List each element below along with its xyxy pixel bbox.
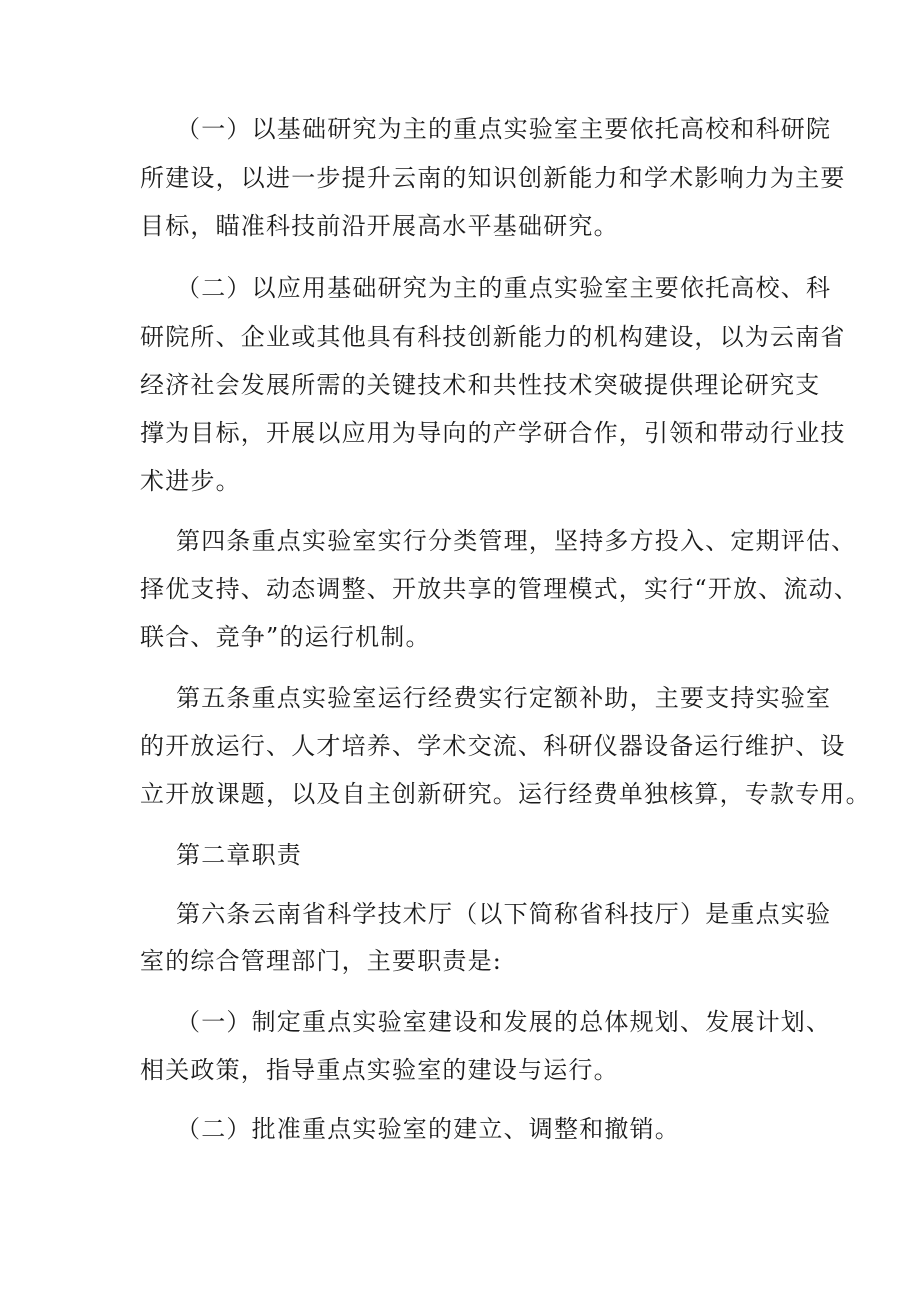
paragraph-2-line-3: 经济社会发展所需的关键技术和共性技术突破提供理论研究支: [140, 371, 821, 399]
paragraph-3-line-3: 联合、竞争”的运行机制。: [140, 623, 431, 651]
paragraph-6-line-1: 第六条云南省科学技术厅（以下简称省科技厅）是重点实验: [176, 900, 832, 928]
paragraph-4-line-2: 的开放运行、人才培养、学术交流、科研仪器设备运行维护、设: [140, 732, 846, 760]
paragraph-7-line-1: （一）制定重点实验室建设和发展的总体规划、发展计划、: [176, 1008, 832, 1036]
paragraph-2-line-2: 研院所、企业或其他具有科技创新能力的机构建设，以为云南省: [140, 323, 846, 351]
paragraph-2-line-4: 撑为目标，开展以应用为导向的产学研合作，引领和带动行业技: [140, 419, 846, 447]
paragraph-1-line-2: 所建设，以进一步提升云南的知识创新能力和学术影响力为主要: [140, 164, 846, 192]
chapter-heading: 第二章职责: [176, 841, 302, 869]
paragraph-2-line-5: 术进步。: [140, 467, 241, 495]
paragraph-1-line-3: 目标，瞄准科技前沿开展高水平基础研究。: [140, 212, 619, 240]
paragraph-7-line-2: 相关政策，指导重点实验室的建设与运行。: [140, 1056, 619, 1084]
paragraph-6-line-2: 室的综合管理部门，主要职责是:: [140, 947, 503, 975]
paragraph-4-line-3: 立开放课题，以及自主创新研究。运行经费单独核算，专款专用。: [140, 780, 871, 808]
paragraph-4-line-1: 第五条重点实验室运行经费实行定额补助，主要支持实验室: [176, 684, 832, 712]
paragraph-1-line-1: （一）以基础研究为主的重点实验室主要依托高校和科研院: [176, 115, 832, 143]
paragraph-2-line-1: （二）以应用基础研究为主的重点实验室主要依托高校、科: [176, 274, 832, 302]
paragraph-8-line-1: （二）批准重点实验室的建立、调整和撤销。: [176, 1115, 680, 1143]
paragraph-3-line-1: 第四条重点实验室实行分类管理，坚持多方投入、定期评估、: [176, 527, 857, 555]
paragraph-3-line-2: 择优支持、动态调整、开放共享的管理模式，实行“开放、流动、: [140, 575, 860, 603]
